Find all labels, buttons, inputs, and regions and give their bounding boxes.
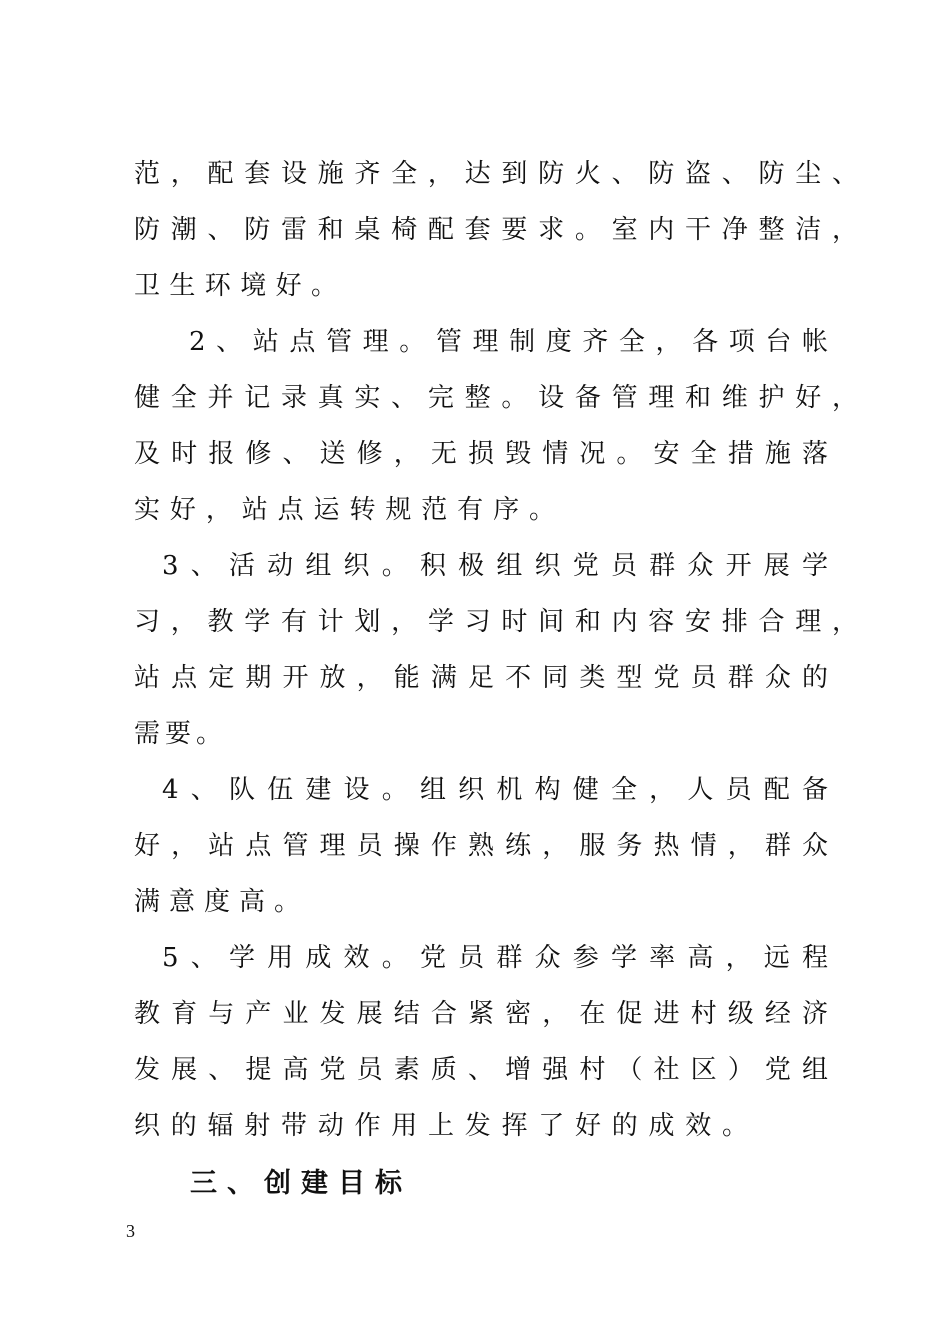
text-line-17: 发展、提高党员素质、增强村（社区）党组 (134, 1055, 840, 1085)
text-line-12: 4、队伍建设。组织机构健全，人员配备 (162, 775, 841, 805)
text-line-8: 3、活动组织。积极组织党员群众开展学 (162, 551, 841, 581)
text-line-6: 及时报修、送修，无损毁情况。安全措施落 (134, 439, 840, 469)
text-line-1: 范，配套设施齐全，达到防火、防盗、防尘、 (134, 159, 869, 189)
text-line-2: 防潮、防雷和桌椅配套要求。室内干净整洁， (134, 215, 869, 245)
text-line-11: 需要。 (134, 719, 227, 749)
text-line-10: 站点定期开放，能满足不同类型党员群众的 (134, 663, 840, 693)
section-heading: 三、创建目标 (190, 1168, 412, 1199)
text-line-14: 满意度高。 (134, 887, 309, 917)
text-line-3: 卫生环境好。 (134, 271, 347, 301)
text-line-16: 教育与产业发展结合紧密，在促进村级经济 (134, 999, 840, 1029)
text-line-4: 2、站点管理。管理制度齐全，各项台帐 (189, 327, 839, 357)
text-line-13: 好，站点管理员操作熟练，服务热情，群众 (134, 831, 840, 861)
page-number: 3 (126, 1221, 135, 1241)
text-line-5: 健全并记录真实、完整。设备管理和维护好， (134, 383, 869, 413)
text-line-7: 实好，站点运转规范有序。 (134, 495, 565, 525)
text-line-18: 织的辐射带动作用上发挥了好的成效。 (134, 1111, 759, 1141)
text-line-15: 5、学用成效。党员群众参学率高，远程 (162, 943, 841, 973)
text-line-9: 习，教学有计划，学习时间和内容安排合理， (134, 607, 869, 637)
